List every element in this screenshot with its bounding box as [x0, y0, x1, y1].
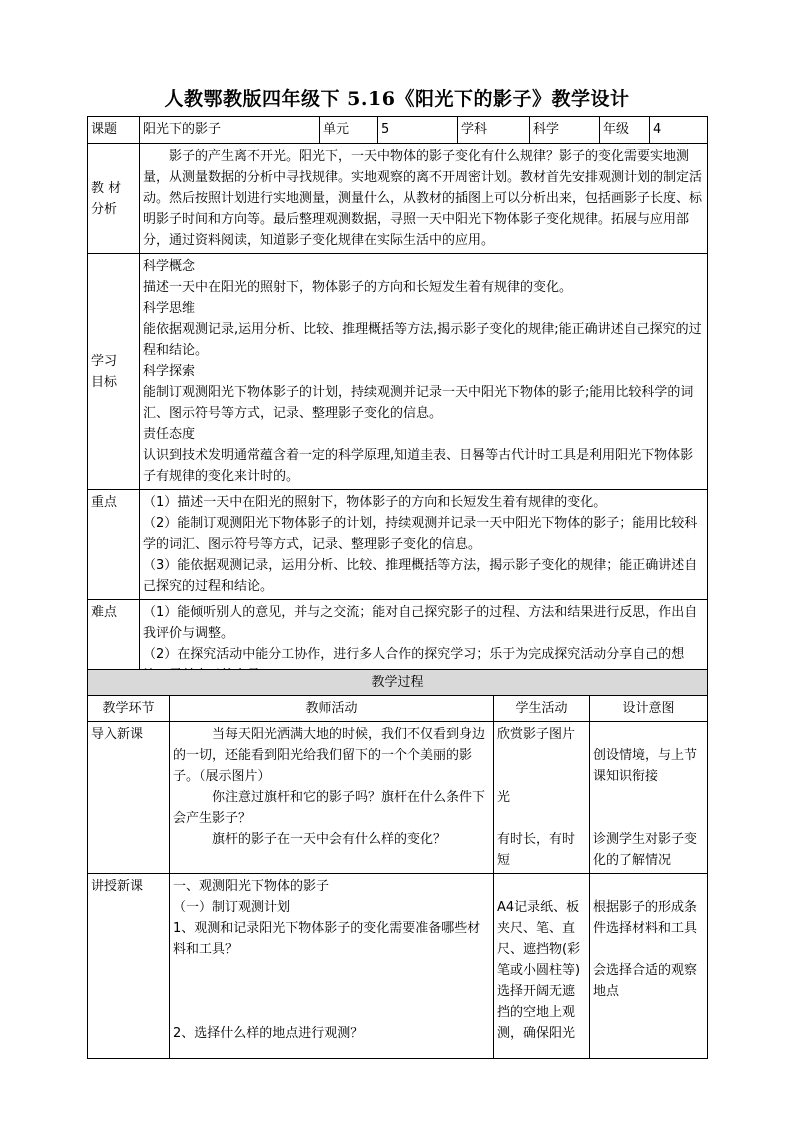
grade-value: 4: [650, 117, 708, 144]
design-intent: 根据影子的形成条件选择材料和工具 会选择合适的观察地点: [590, 874, 708, 1059]
key-points-label: 重点: [88, 490, 140, 600]
process-header: 教学过程: [88, 670, 708, 696]
student-activity: 欣赏影子图片 光 有时长，有时短: [494, 722, 590, 874]
unit-value: 5: [378, 117, 458, 144]
column-header: 教师活动: [170, 696, 494, 722]
goal-text: 能制订观测阳光下物体影子的计划，持续观测并记录一天中阳光下物体的影子;能用比较科学的词汇、图示符号等方式，记录、整理影子变化的信息。: [143, 385, 694, 421]
unit-label: 单元: [320, 117, 378, 144]
design-intent: 创设情境，与上节课知识衔接 诊测学生对影子变化的了解情况: [590, 722, 708, 874]
student-activity: A4记录纸、板夹尺、笔、直尺、遮挡物(彩笔或小圆柱等) 选择开阔无遮挡的空地上观测，确保阳光: [494, 874, 590, 1059]
page-title: 人教鄂教版四年级下 5.16《阳光下的影子》教学设计: [164, 88, 630, 110]
analysis-text: 影子的产生离不开光。阳光下，一天中物体的影子变化有什么规律？影子的变化需要实地测量，从测量数据的分析中寻找规律。实地观察的离不开周密计划。教材首先安排观测计划的制定活动。然后按照计划进行实地测量，测量什么，从教材的插图上可以分析出来，包括画影子长度、标明影子时间和方向等。最后整理观测数据，寻照一天中阳光下物体影子变化规律。拓展与应用部分，通过资料阅读，知道影子变化规律在实际生活中的应用。: [140, 144, 708, 254]
column-header: 设计意图: [590, 696, 708, 722]
goals-content: [140, 254, 708, 490]
info-table: [87, 116, 708, 689]
goal-heading: 科学思维: [143, 301, 196, 316]
goal-text: 描述一天中在阳光的照射下，物体影子的方向和长短发生着有规律的变化。: [143, 280, 573, 295]
goal-text: 能依据观测记录,运用分析、比较、推理概括等方法,揭示影子变化的规律;能正确讲述自己探究的过程和结论。: [143, 322, 702, 358]
key-point-item: （3）能依据观测记录，运用分析、比较、推理概括等方法，揭示影子变化的规律；能正确讲述自己探究的过程和结论。: [143, 558, 698, 594]
topic-label: 课题: [88, 117, 140, 144]
goals-label: 学习 目标: [88, 254, 140, 490]
difficulty-item: （1）能倾听别人的意见，并与之交流；能对自己探究影子的过程、方法和结果进行反思，作出自我评价与调整。: [143, 605, 698, 641]
column-header: 学生活动: [494, 696, 590, 722]
difficulties-label: 难点: [88, 600, 140, 689]
goal-heading: 责任态度: [143, 427, 196, 442]
column-header: 教学环节: [88, 696, 170, 722]
key-point-item: （2）能制订观测阳光下物体影子的计划，持续观测并记录一天中阳光下物体的影子；能用比较科学的词汇、图示符号等方式，记录、整理影子变化的信息。: [143, 516, 698, 552]
subject-value: 科学: [530, 117, 600, 144]
key-point-item: （1）描述一天中在阳光的照射下，物体影子的方向和长短发生着有规律的变化。: [143, 495, 607, 510]
goal-heading: 科学概念: [143, 259, 196, 274]
teacher-activity: 一、观测阳光下物体的影子 （一）制订观测计划 1、观测和记录阳光下物体影子的变化需要准备哪些材料和工具？ 2、选择什么样的地点进行观测？: [170, 874, 494, 1059]
goal-heading: 科学探索: [143, 364, 196, 379]
stage-lecture: 讲授新课: [88, 874, 170, 1059]
teacher-activity: 当每天阳光洒满大地的时候，我们不仅看到身边的一切，还能看到阳光给我们留下的一个个美丽的影子。（展示图片） 你注意过旗杆和它的影子吗？旗杆在什么条件下会产生影子？ 旗杆的影子在一天中会有什么样的变化？: [170, 722, 494, 874]
difficulty-item: （2）在探究活动中能分工协作，进行多人合作的探究学习；乐于为完成探究活动分享自己的想: [143, 647, 685, 662]
process-table: [87, 669, 708, 1059]
subject-label: 学科: [458, 117, 530, 144]
analysis-label: 教 材 分析: [88, 144, 140, 254]
stage-intro: 导入新课: [88, 722, 170, 874]
key-points-content: [140, 490, 708, 600]
grade-label: 年级: [600, 117, 650, 144]
goal-text: 认识到技术发明通常蕴含着一定的科学原理,知道圭表、日晷等古代计时工具是利用阳光下物体影子有规律的变化来计时的。: [143, 448, 694, 484]
topic-value: 阳光下的影子: [140, 117, 320, 144]
